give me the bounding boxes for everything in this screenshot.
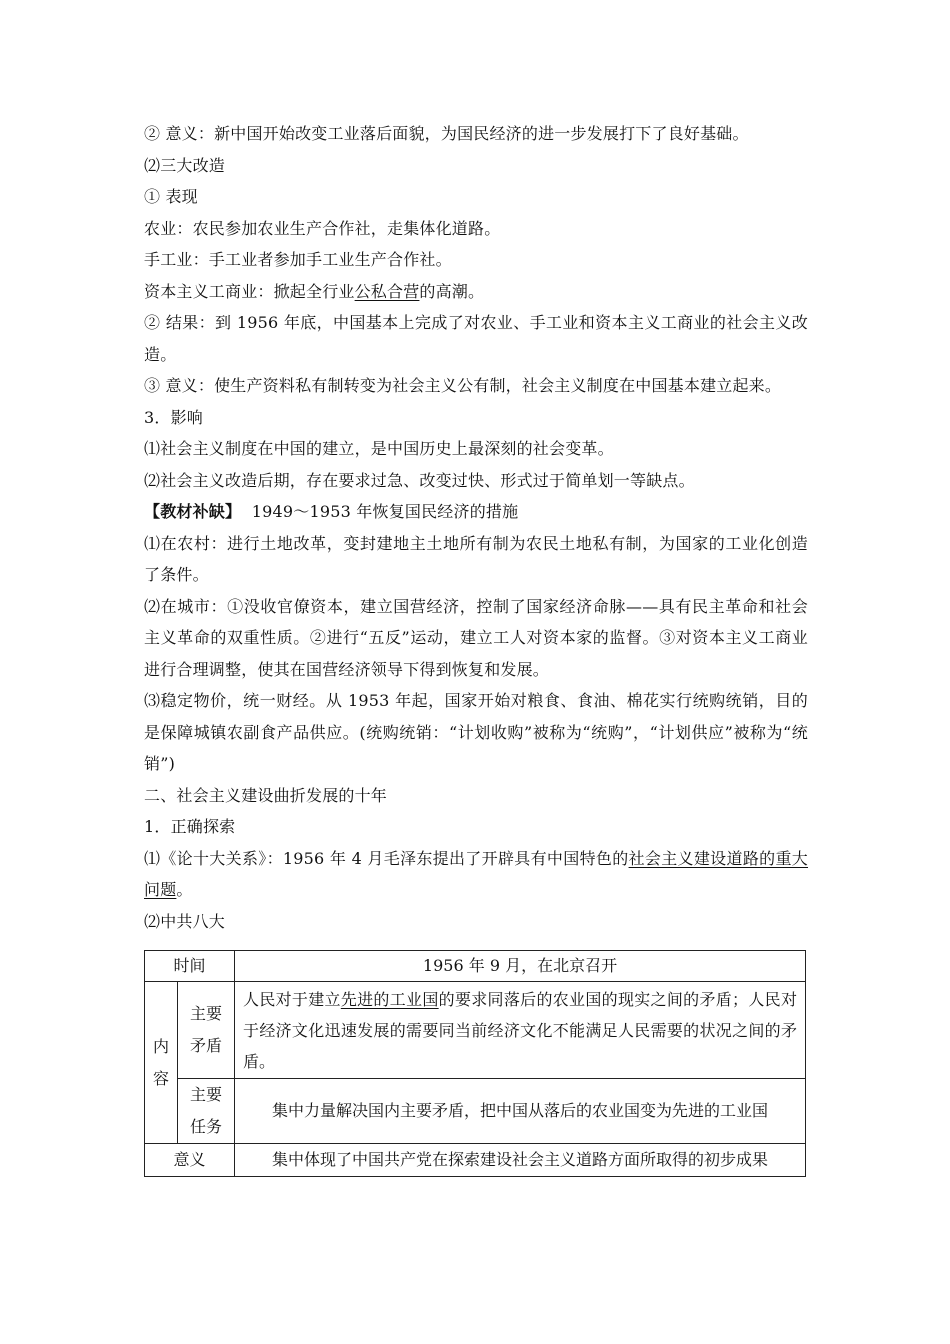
impact-point-1: ⑴社会主义制度在中国的建立，是中国历史上最深刻的社会变革。 (144, 439, 614, 458)
meaning-label-cell: 意义 (145, 1144, 235, 1177)
contradiction-label-cell: 主要矛盾 (178, 982, 235, 1079)
joint-ownership-term: 公私合营 (354, 281, 420, 301)
manifestation-heading: ① 表现 (144, 187, 198, 206)
significance-industrialization: ② 意义：新中国开始改变工业落后面貌，为国民经济的进一步发展打下了良好基础。 (144, 124, 749, 143)
impact-point-2: ⑵社会主义改造后期，存在要求过急、改变过快、形式过于简单划一等缺点。 (144, 470, 695, 490)
ten-relations-paragraph (144, 843, 808, 906)
textbook-supplement-tag: 【教材补缺】 (144, 502, 242, 521)
agriculture-line: 农业：农民参加农业生产合作社，走集体化道路。 (144, 218, 501, 238)
ten-relations-tail: 。 (176, 880, 193, 899)
textbook-supplement-title: 1949～1953 年恢复国民经济的措施 (251, 502, 519, 521)
socialist-road-term: 社会主义建设道路的重大问题 (144, 848, 809, 899)
significance-socialism: ③ 意义：使生产资料私有制转变为社会主义公有制，社会主义制度在中国基本建立起来。 (144, 376, 782, 395)
table-row-task (145, 1079, 806, 1144)
rural-measure-paragraph: ⑴在农村：进行土地改革，变封建地主土地所有制为农民土地私有制，为国家的工业化创造了条件。 (144, 533, 808, 584)
urban-measure-paragraph: ⑵在城市：①没收官僚资本，建立国营经济，控制了国家经济命脉——具有民主革命和社会主义革命的双重性质。②进行“五反”运动，建立工人对资本家的监督。③对资本主义工商业进行合理调整，使其在国营经济领导下得到恢复和发展。 (144, 596, 808, 679)
capitalist-commerce-text: 资本主义工商业：掀起全行业 (144, 281, 355, 301)
time-value-cell: 1956 年 9 月，在北京召开 (235, 951, 806, 982)
capitalist-commerce-line (144, 276, 808, 308)
content-label-cell: 内容 (145, 982, 178, 1144)
table-row-meaning (145, 1144, 806, 1177)
time-label-cell: 时间 (145, 951, 235, 982)
contradiction-tail: 的要求同落后的农业国的现实之间的矛盾；人民对于经济文化迅速发展的需要同当前经济文化不能满足人民需要的状况之间的矛盾。 (243, 989, 797, 1071)
section-two-heading: 二、社会主义建设曲折发展的十年 (144, 785, 388, 805)
eighth-congress-table (144, 950, 806, 1177)
three-transformations-heading: ⑵三大改造 (144, 155, 226, 175)
contradiction-value-cell (235, 982, 806, 1079)
table-row-contradiction (145, 982, 806, 1079)
ten-relations-text: ⑴《论十大关系》：1956 年 4 月毛泽东提出了开辟具有中国特色的 (144, 848, 629, 868)
contradiction-text: 人民对于建立 (243, 989, 341, 1009)
table-row-time (145, 951, 806, 982)
advanced-industrial-country-term: 先进的工业国 (340, 989, 439, 1009)
capitalist-commerce-tail: 的高潮。 (419, 281, 485, 301)
correct-exploration-heading: 1．正确探索 (144, 817, 236, 836)
impact-heading: 3．影响 (144, 407, 203, 427)
eighth-congress-heading: ⑵中共八大 (144, 911, 226, 931)
handicraft-line: 手工业：手工业者参加手工业生产合作社。 (144, 250, 452, 269)
meaning-value-cell: 集中体现了中国共产党在探索建设社会主义道路方面所取得的初步成果 (235, 1144, 806, 1177)
task-label-cell: 主要任务 (178, 1079, 235, 1144)
textbook-supplement-line (144, 496, 808, 528)
price-stabilization-paragraph: ⑶稳定物价，统一财经。从 1953 年起，国家开始对粮食、食油、棉花实行统购统销，目的是保障城镇农副食产品供应。(统购统销：“计划收购”被称为“统购”，“计划供应”被称为“统销”) (144, 691, 808, 773)
document-body (144, 118, 808, 937)
task-value-cell: 集中力量解决国内主要矛盾，把中国从落后的农业国变为先进的工业国 (235, 1079, 806, 1144)
result-paragraph: ② 结果：到 1956 年底，中国基本上完成了对农业、手工业和资本主义工商业的社会主义改造。 (144, 313, 808, 364)
